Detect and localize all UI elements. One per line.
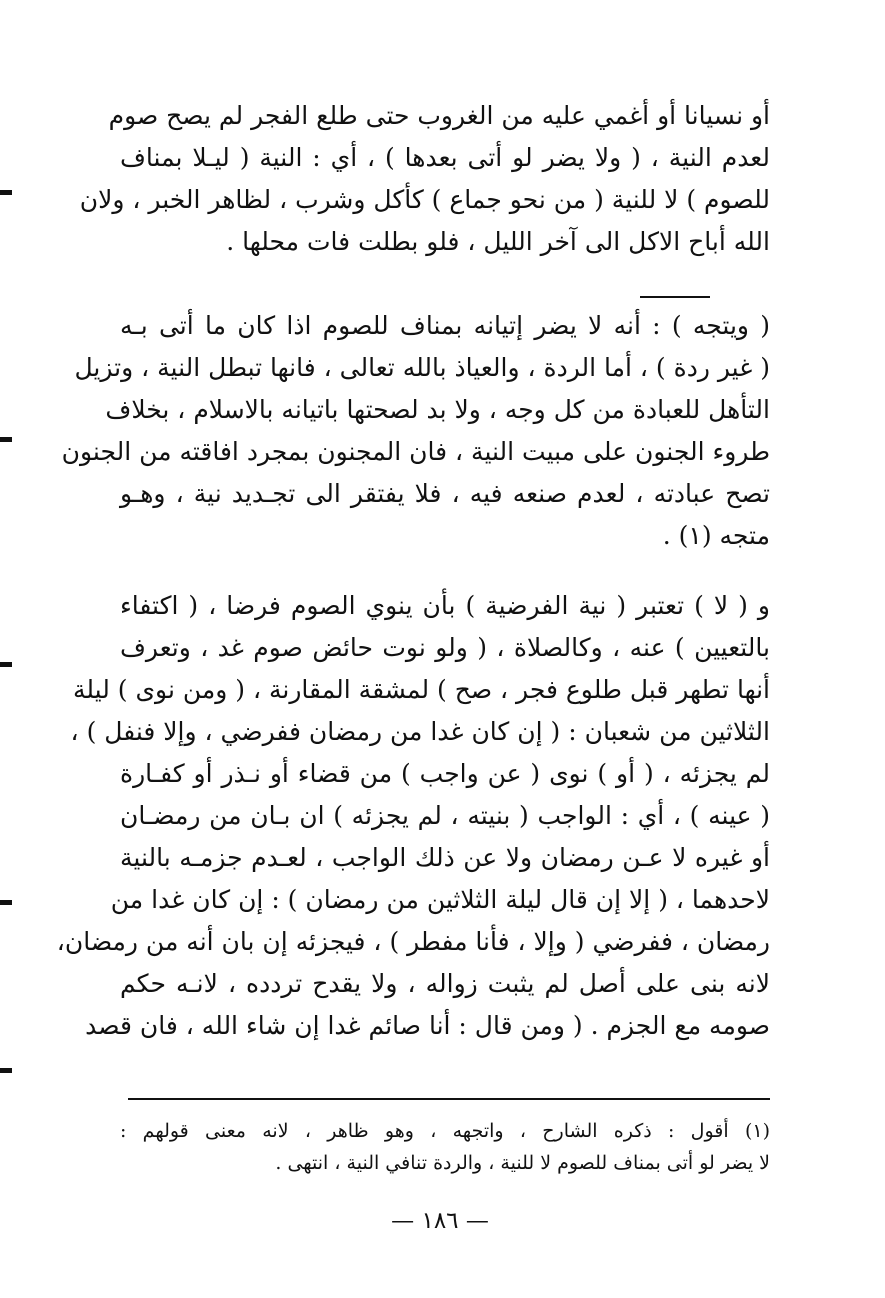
scan-edge-mark [0, 190, 12, 195]
text-line: تصح عبادته ، لعدم صنعه فيه ، فلا يفتقر الى تجـديد نية ، وهـو [120, 479, 770, 508]
scan-edge-mark [0, 900, 12, 905]
paragraph-2 [61, 305, 770, 557]
text-line: أو غيره لا عـن رمضان ولا عن ذلك الواجب ، لعـدم جزمـه بالنية [120, 843, 770, 872]
scan-edge-mark [0, 1068, 12, 1073]
text-line: رمضان ، ففرضي ( وإلا ، فأنا مفطر ) ، فيجزئه إن بان أنه من رمضان، [56, 927, 770, 956]
text-line: لعدم النية ، ( ولا يضر لو أتى بعدها ) ، أي : النية ( ليـلا بمناف [120, 143, 770, 172]
text-line: الثلاثين من شعبان : ( إن كان غدا من رمضان ففرضي ، وإلا فنفل ) ، [70, 717, 770, 746]
text-line: لاحدهما ، ( إلا إن قال ليلة الثلاثين من رمضان ) : إن كان غدا من [110, 885, 770, 914]
paragraph-1 [79, 95, 770, 263]
text-line: و ( لا ) تعتبر ( نية الفرضية ) بأن ينوي الصوم فرضا ، ( اكتفاء [120, 591, 770, 620]
text-line: صومه مع الجزم . ( ومن قال : أنا صائم غدا إن شاء الله ، فان قصد [85, 1011, 770, 1040]
text-line: أو نسيانا أو أغمي عليه من الغروب حتى طلع الفجر لم يصح صوم [108, 101, 770, 130]
text-line: لم يجزئه ، ( أو ) نوى ( عن واجب ) من قضاء أو نـذر أو كفـارة [120, 759, 770, 788]
text-line: لانه بنى على أصل لم يثبت زواله ، ولا يقدح تردده ، لانـه حكم [120, 969, 770, 998]
scan-edge-mark [0, 662, 12, 667]
text-line: متجه (١) . [662, 521, 770, 550]
text-line: طروء الجنون على مبيت النية ، فان المجنون بمجرد افاقته من الجنون [61, 437, 770, 466]
text-line: ( عينه ) ، أي : الواجب ( بنيته ، لم يجزئه ) ان بـان من رمضـان [120, 801, 770, 830]
text-line: أنها تطهر قبل طلوع فجر ، صح ) لمشقة المقارنة ، ( ومن نوى ) ليلة [72, 675, 770, 704]
text-line: ( ويتجه ) : أنه لا يضر إتيانه بمناف للصوم اذا كان ما أتى بـه [120, 311, 770, 340]
paragraph-3 [56, 585, 770, 1047]
footnote-divider [128, 1098, 770, 1100]
footnote-line: (١) أقول : ذكره الشارح ، واتجهه ، وهو ظاهر ، لانه معنى قولهم : [120, 1120, 770, 1142]
text-line: بالتعيين ) عنه ، وكالصلاة ، ( ولو نوت حائض صوم غد ، وتعرف [120, 633, 770, 662]
scan-edge-mark [0, 437, 12, 442]
text-line: الله أباح الاكل الى آخر الليل ، فلو بطلت فات محلها . [226, 227, 770, 256]
section-divider [640, 296, 710, 298]
text-line: ( غير ردة ) ، أما الردة ، والعياذ بالله تعالى ، فانها تبطل النية ، وتزيل [74, 353, 770, 382]
text-line: التأهل للعبادة من كل وجه ، ولا بد لصحتها باتيانه بالاسلام ، بخلاف [105, 395, 770, 424]
text-line: للصوم ) لا للنية ( من نحو جماع ) كأكل وشرب ، لظاهر الخبر ، ولان [79, 185, 770, 214]
footnotes [120, 1115, 770, 1179]
footnote-line: لا يضر لو أتى بمناف للصوم لا للنية ، والردة تنافي النية ، انتهى . [275, 1152, 770, 1174]
page-number: — ١٨٦ — [391, 1208, 489, 1234]
